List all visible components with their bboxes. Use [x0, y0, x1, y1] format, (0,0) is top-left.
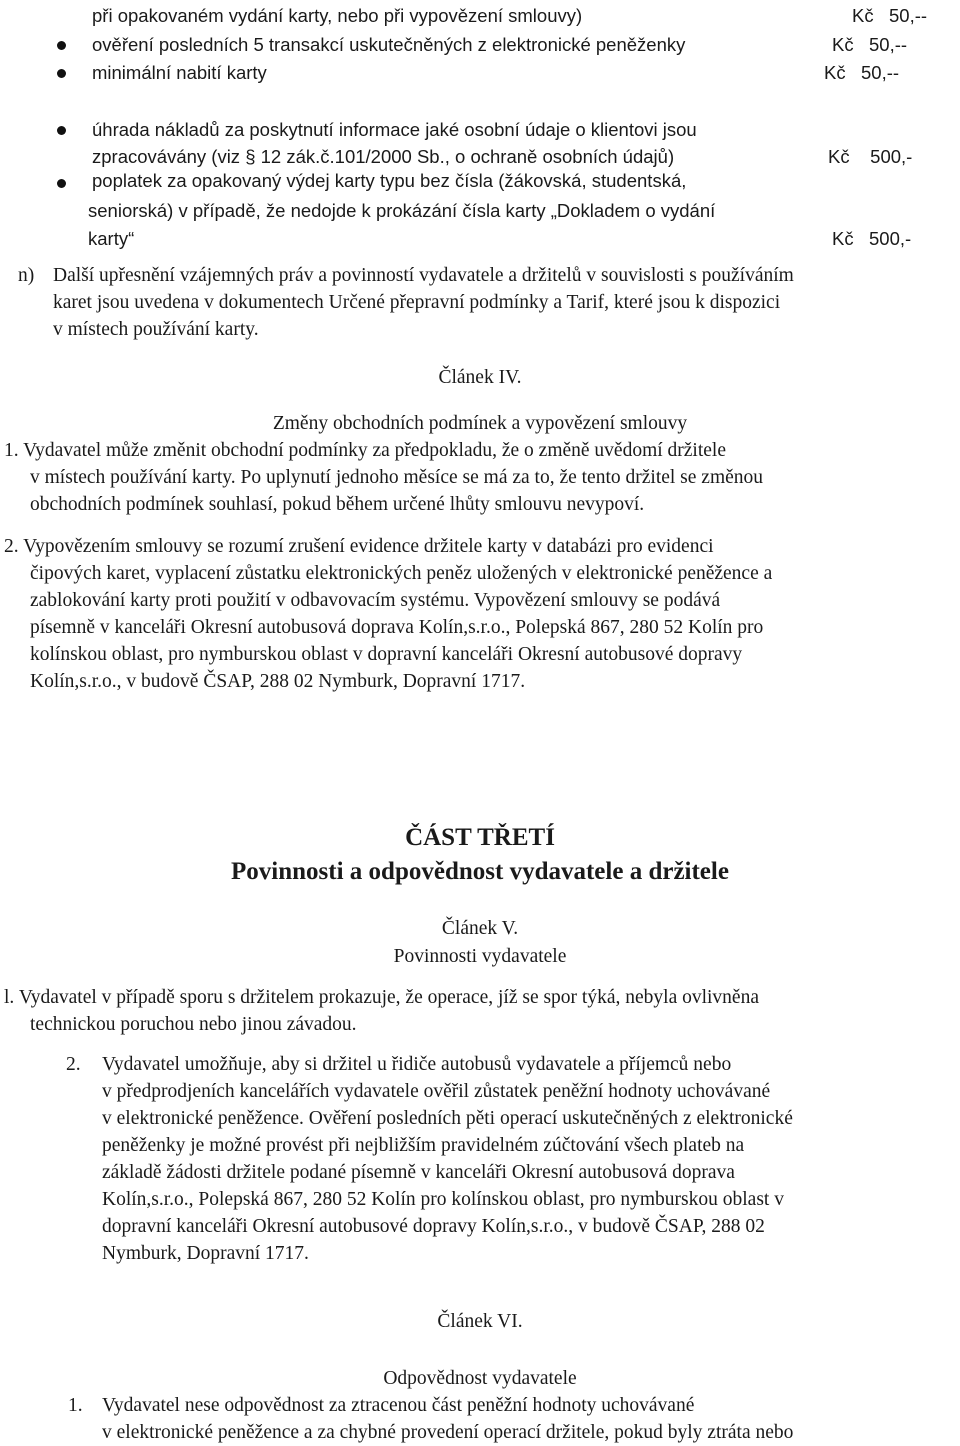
- fee-line: ověření posledních 5 transakcí uskutečněných z elektronické peněženky: [92, 34, 686, 55]
- paragraph-line: dopravní kanceláři Okresní autobusové dopravy Kolín,s.r.o., v budově ČSAP, 288 02: [102, 1216, 765, 1237]
- fee-amount: Kč 50,--: [832, 34, 908, 55]
- paragraph-line: v místech používání karty.: [53, 319, 259, 340]
- fee-amount: Kč 500,-: [832, 228, 912, 249]
- fee-line-start: zpracovávány (viz: [92, 146, 246, 167]
- paragraph-line: Vydavatel nese odpovědnost za ztracenou část peněžní hodnoty uchovávané: [102, 1395, 695, 1416]
- bullet-icon: [57, 69, 66, 78]
- article-heading: Článek IV.: [438, 367, 522, 388]
- item-number: 1.: [68, 1395, 83, 1416]
- paragraph-line: peněženky je možné provést při nejbližším pravidelném zúčtování všech plateb na: [102, 1135, 745, 1156]
- paragraph-line: zablokování karty proti použití v odbavovacím systému. Vypovězení smlouvy se podává: [30, 590, 721, 611]
- paragraph-line: l. Vydavatel v případě sporu s držitelem prokazuje, že operace, jíž se spor týká, nebyla ovlivněna: [4, 987, 759, 1008]
- paragraph-line: Nymburk, Dopravní 1717.: [102, 1243, 309, 1264]
- paragraph-line: základě žádosti držitele podané písemně v kanceláři Okresní autobusová doprava: [102, 1162, 735, 1183]
- paragraph-line: 2. Vypovězením smlouvy se rozumí zrušení evidence držitele karty v databázi pro evidenci: [4, 536, 714, 557]
- legal-reference: § 12 zák.č.101/2000 Sb.: [245, 146, 445, 167]
- article-subheading: Odpovědnost vydavatele: [383, 1368, 577, 1389]
- fee-amount: Kč 50,--: [852, 5, 928, 26]
- paragraph-line: technickou poruchou nebo jinou závadou.: [30, 1014, 357, 1035]
- fee-line: při opakovaném vydání karty, nebo při vypovězení smlouvy): [92, 5, 583, 26]
- paragraph-line: v elektronické peněžence. Ověření posledních pěti operací uskutečněných z elektronické: [102, 1108, 793, 1129]
- paragraph-line: 1. Vydavatel může změnit obchodní podmínky za předpokladu, že o změně uvědomí držitele: [4, 440, 726, 461]
- article-subheading: Změny obchodních podmínek a vypovězení smlouvy: [272, 413, 688, 434]
- part-title: ČÁST TŘETÍ: [405, 824, 555, 851]
- paragraph-line: karet jsou uvedena v dokumentech Určené přepravní podmínky a Tarif, které jsou k dispozici: [53, 292, 781, 313]
- fee-line-rest: , o ochraně osobních údajů): [444, 146, 675, 167]
- bullet-icon: [57, 41, 66, 50]
- fee-line: [92, 143, 674, 170]
- bullet-icon: [57, 179, 66, 188]
- item-label: n): [18, 265, 35, 286]
- paragraph-line: čipových karet, vyplacení zůstatku elektronických peněz uložených v elektronické peněžence a: [30, 563, 773, 584]
- fee-line: úhrada nákladů za poskytnutí informace jaké osobní údaje o klientovi jsou: [92, 119, 697, 140]
- paragraph-line: Kolín,s.r.o., Polepská 867, 280 52 Kolín pro kolínskou oblast, pro nymburskou oblast v: [102, 1189, 784, 1210]
- fee-line: minimální nabití karty: [92, 62, 267, 83]
- paragraph-line: v elektronické peněžence a za chybné provedení operací držitele, pokud byly ztráta nebo: [102, 1422, 794, 1443]
- paragraph-line: v předprodjeních kancelářích vydavatele ověřil zůstatek peněžní hodnoty uchovávané: [102, 1081, 771, 1102]
- paragraph-line: kolínskou oblast, pro nymburskou oblast v dopravní kanceláři Okresní autobusové dopravy: [30, 644, 743, 665]
- paragraph-line: v místech používání karty. Po uplynutí jednoho měsíce se má za to, že tento držitel se změnou: [30, 467, 764, 488]
- paragraph-line: obchodních podmínek souhlasí, pokud během určené lhůty smlouvu nevypoví.: [30, 494, 645, 515]
- part-subtitle: Povinnosti a odpovědnost vydavatele a držitele: [231, 858, 729, 885]
- article-heading: Článek VI.: [437, 1311, 523, 1332]
- article-subheading: Povinnosti vydavatele: [393, 946, 567, 967]
- paragraph-line: Kolín,s.r.o., v budově ČSAP, 288 02 Nymburk, Dopravní 1717.: [30, 671, 526, 692]
- paragraph-line: Vydavatel umožňuje, aby si držitel u řidiče autobusů vydavatele a příjemců nebo: [102, 1054, 732, 1075]
- bullet-icon: [57, 126, 66, 135]
- fee-line: karty“: [88, 228, 135, 249]
- fee-amount: Kč 50,--: [824, 62, 900, 83]
- article-heading: Článek V.: [441, 918, 519, 939]
- paragraph-line: Další upřesnění vzájemných práv a povinností vydavatele a držitelů v souvislosti s používáním: [53, 265, 794, 286]
- paragraph-line: písemně v kanceláři Okresní autobusová doprava Kolín,s.r.o., Polepská 867, 280 52 Kolín pro: [30, 617, 764, 638]
- fee-line: poplatek za opakovaný výdej karty typu bez čísla (žákovská, studentská,: [92, 170, 687, 191]
- fee-amount: Kč 500,-: [828, 146, 913, 167]
- fee-line: seniorská) v případě, že nedojde k prokázání čísla karty „Dokladem o vydání: [88, 200, 716, 221]
- item-number: 2.: [66, 1054, 81, 1075]
